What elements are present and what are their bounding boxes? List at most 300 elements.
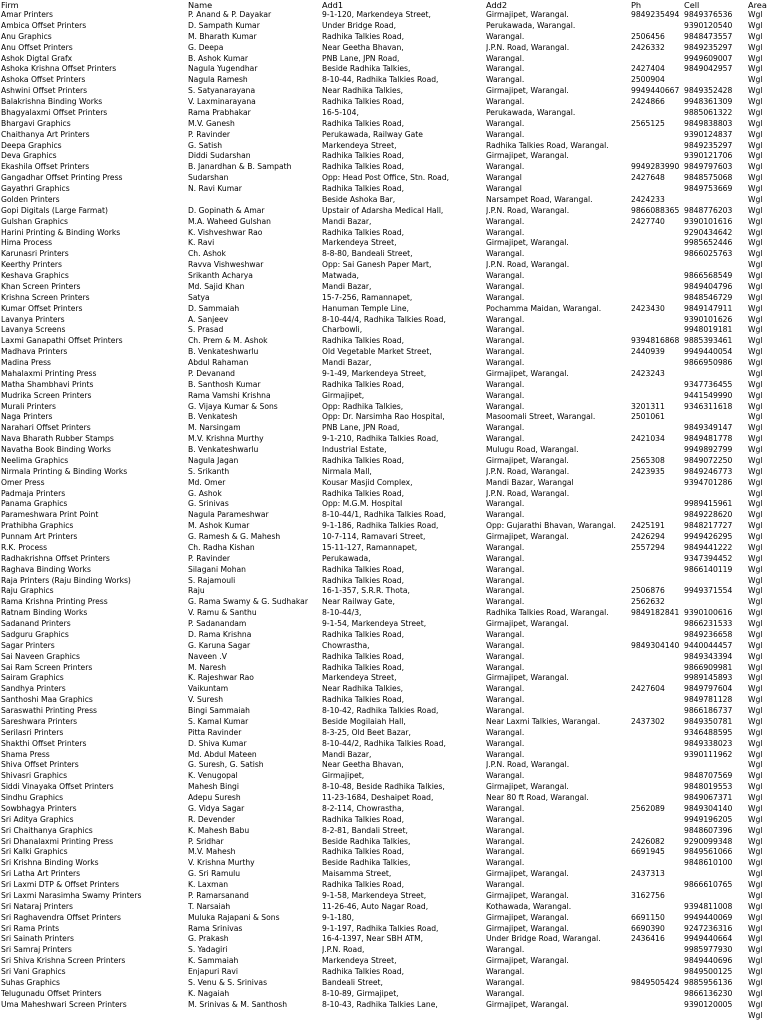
firm-cell: Shivasri Graphics: [1, 771, 68, 781]
add1-cell: Chowrastha,: [322, 640, 370, 650]
firm-cell: Khan Screen Printers: [1, 281, 81, 291]
table-row: [0, 586, 768, 597]
add2-cell: Kothawada, Warangal.: [486, 901, 572, 911]
add2-cell: Mandi Bazar, Warangal: [486, 477, 574, 487]
add2-cell: Girmajipet, Warangal.: [486, 532, 569, 541]
area-cell: Wgl: [748, 303, 763, 313]
area-cell: Wgl: [748, 771, 763, 781]
table-row: [0, 249, 768, 260]
table-row: [0, 945, 768, 956]
ph-cell: 2506456: [631, 31, 665, 41]
firm-cell: Ratnam Binding Works: [1, 608, 88, 618]
ph-cell: 2424233: [631, 194, 665, 204]
add2-cell: Warangal.: [486, 586, 525, 596]
add1-cell: Radhika Talkies Road,: [322, 629, 404, 639]
name-cell: K. Nagaiah: [188, 988, 230, 998]
ph-cell: 3201311: [631, 401, 665, 411]
ph-cell: 2437302: [631, 716, 665, 726]
area-cell: Wgl: [748, 455, 763, 465]
name-cell: G. Ashok: [188, 488, 222, 498]
firm-cell: Deepa Graphics: [1, 140, 62, 150]
cell-cell: 9390111962: [684, 749, 733, 759]
add2-cell: Warangal.: [486, 727, 525, 737]
area-cell: Wgl: [748, 706, 763, 715]
name-cell: M. Narsingam: [188, 423, 241, 433]
area-cell: Wgl: [748, 836, 763, 846]
cell-cell: 9848473557: [684, 31, 733, 41]
firm-cell: Radhakrishna Offset Printers: [1, 553, 110, 563]
firm-cell: Ambica Offset Printers: [1, 20, 87, 30]
add1-cell: Markendeya Street,: [322, 956, 397, 966]
add1-cell: Near Railway Gate,: [322, 597, 395, 607]
ph-cell: 2562632: [631, 597, 665, 607]
cell-cell: 9849838803: [684, 118, 733, 128]
cell-cell: 9849352428: [684, 86, 733, 96]
table-row: [0, 913, 768, 924]
table-row: [0, 717, 768, 728]
add2-cell: Girmajipet, Warangal.: [486, 238, 569, 248]
table-row: [0, 630, 768, 641]
add2-cell: Girmajipet, Warangal.: [486, 890, 569, 900]
add2-cell: Pochamma Maidan, Warangal.: [486, 303, 602, 313]
area-cell: Wgl: [748, 499, 763, 509]
firm-cell: Shakthi Offset Printers: [1, 738, 87, 748]
cell-cell: 9985977930: [684, 945, 733, 955]
table-row: [0, 978, 768, 989]
name-cell: M. Bharath Kumar: [188, 31, 257, 41]
name-cell: V. Laxminarayana: [188, 97, 256, 106]
add1-cell: 8-10-48, Beside Radhika Talkies,: [322, 782, 445, 792]
add1-cell: Radhika Talkies Road,: [322, 162, 404, 172]
firm-cell: Sri Chaithanya Graphics: [1, 825, 93, 835]
name-cell: Naveen .V: [188, 651, 228, 661]
name-cell: Md. Omer: [188, 477, 226, 487]
add1-cell: Near Radhika Talkies,: [322, 684, 404, 694]
ph-cell: 2506876: [631, 586, 665, 596]
column-header-row: [0, 0, 768, 10]
add2-cell: Warangal.: [486, 836, 525, 846]
add1-cell: Radhika Talkies Road,: [322, 564, 404, 574]
name-cell: P. Devanand: [188, 368, 235, 378]
add1-cell: Radhika Talkies Road,: [322, 814, 404, 824]
area-cell: Wgl: [748, 238, 763, 248]
cell-cell: 9441549990: [684, 390, 733, 400]
add2-cell: Warangal.: [486, 651, 525, 661]
table-row: [0, 304, 768, 315]
cell-cell: 9347394452: [684, 553, 733, 563]
add2-cell: Warangal.: [486, 803, 525, 813]
firm-cell: Raja Printers (Raju Binding Works): [1, 575, 131, 585]
ph-cell: 9949283990: [631, 162, 680, 172]
cell-cell: 9247236316: [684, 923, 733, 933]
cell-cell: 9949892799: [684, 445, 733, 454]
firm-cell: Matha Shambhavi Prints: [1, 379, 94, 389]
table-row: [0, 652, 768, 663]
cell-cell: 9849481778: [684, 434, 733, 444]
add2-cell: Warangal.: [486, 281, 525, 291]
firm-cell: Keerthy Printers: [1, 260, 62, 270]
cell-cell: 9885061322: [684, 107, 733, 117]
table-row: [0, 64, 768, 75]
ph-cell: 2440939: [631, 347, 665, 357]
area-cell: Wgl: [748, 292, 763, 302]
add1-cell: Radhika Talkies Road,: [322, 151, 404, 161]
area-cell: Wgl: [748, 75, 763, 85]
ph-cell: 9866088365: [631, 205, 680, 215]
add2-cell: Warangal.: [486, 738, 525, 748]
add1-cell: Radhika Talkies Road,: [322, 880, 404, 889]
cell-cell: 9390101616: [684, 216, 733, 226]
firm-cell: Raghava Binding Works: [1, 564, 91, 574]
firm-cell: Sri Raghavendra Offset Printers: [1, 912, 121, 922]
firm-cell: Sagar Printers: [1, 640, 55, 650]
add1-cell: Girmajipet,: [322, 771, 365, 781]
ph-cell: 2437313: [631, 869, 665, 879]
name-cell: D. Gopinath & Amar: [188, 205, 265, 215]
header-area: Area: [748, 0, 767, 10]
table-row: [0, 771, 768, 782]
add2-cell: Warangal.: [486, 499, 525, 509]
firm-cell: Sri Shiva Krishna Screen Printers: [1, 956, 126, 966]
firm-cell: Rama Krishna Printing Press: [1, 597, 108, 607]
area-cell: Wgl: [748, 434, 763, 444]
cell-cell: 9948019181: [684, 325, 733, 335]
add1-cell: Opp: Head Post Office, Stn. Road,: [322, 173, 450, 183]
area-cell: Wgl: [748, 53, 763, 63]
add2-cell: Girmajipet, Warangal.: [486, 151, 569, 161]
area-cell: Wgl: [748, 140, 763, 150]
firm-cell: Keshava Graphics: [1, 271, 69, 280]
ph-cell: 2426294: [631, 532, 665, 541]
firm-cell: Sri Latha Art Printers: [1, 869, 81, 879]
area-cell: Wgl: [748, 945, 763, 955]
area-cell: Wgl: [748, 314, 763, 324]
firm-cell: Sairam Graphics: [1, 673, 64, 683]
firm-cell: R.K. Process: [1, 542, 48, 552]
name-cell: K. Sammaiah: [188, 956, 239, 966]
name-cell: B. Venkateshwarlu: [188, 347, 259, 357]
add2-cell: Girmajipet, Warangal.: [486, 912, 569, 922]
name-cell: D. Rama Krishna: [188, 629, 252, 639]
add1-cell: 15-7-256, Ramannapet,: [322, 292, 413, 302]
area-cell: Wgl: [748, 564, 763, 574]
table-row: [0, 597, 768, 608]
cell-cell: 9866950986: [684, 358, 733, 367]
add1-cell: 8-10-44/1, Radhika Talkies Road,: [322, 510, 446, 520]
area-cell: Wgl: [748, 97, 763, 106]
table-row: [0, 706, 768, 717]
ph-cell: 2427740: [631, 216, 665, 226]
add2-cell: Warangal.: [486, 162, 525, 172]
firm-cell: Shiva Offset Printers: [1, 760, 79, 770]
add2-cell: Warangal.: [486, 434, 525, 444]
add1-cell: Markendeya Street,: [322, 673, 397, 683]
add2-cell: Warangal.: [486, 314, 525, 324]
add1-cell: 16-4-1397, Near SBH ATM,: [322, 934, 424, 944]
table-row: [0, 891, 768, 902]
name-cell: S. Kamal Kumar: [188, 716, 249, 726]
add1-cell: Beside Mogilaiah Hall,: [322, 716, 406, 726]
add2-cell: Warangal.: [486, 423, 525, 433]
add2-cell: Girmajipet, Warangal.: [486, 869, 569, 879]
add2-cell: Warangal.: [486, 75, 525, 85]
add2-cell: Warangal: [486, 173, 522, 183]
firm-cell: Shama Press: [1, 749, 50, 759]
add1-cell: Mandi Bazar,: [322, 749, 372, 759]
name-cell: G. Vidya Sagar: [188, 803, 245, 813]
area-cell: Wgl: [748, 619, 763, 628]
add1-cell: 8-8-80, Bandeali Street,: [322, 249, 413, 259]
add2-cell: Mulugu Road, Warangal.: [486, 445, 579, 454]
table-row: [0, 608, 768, 619]
table-row: [0, 21, 768, 32]
firm-cell: Murali Printers: [1, 401, 56, 411]
table-row: [0, 478, 768, 489]
name-cell: Nagula Ramesh: [188, 75, 248, 85]
area-cell: Wgl: [748, 858, 763, 868]
name-cell: B. Venkateshwarlu: [188, 445, 259, 454]
area-cell: Wgl: [748, 749, 763, 759]
table-row: [0, 10, 768, 21]
cell-cell: 9849343394: [684, 651, 733, 661]
area-cell: Wgl: [748, 782, 763, 792]
name-cell: Diddi Sudarshan: [188, 151, 251, 161]
name-cell: B. Ashok Kumar: [188, 53, 249, 63]
cell-cell: 9949440069: [684, 912, 733, 922]
name-cell: G. Prakash: [188, 934, 229, 944]
area-cell: Wgl: [748, 249, 763, 259]
table-row: [0, 815, 768, 826]
area-cell: Wgl: [748, 640, 763, 650]
area-cell: Wgl: [748, 934, 763, 944]
table-row: [0, 456, 768, 467]
add1-cell: Radhika Talkies Road,: [322, 184, 404, 193]
add1-cell: Kousar Masjid Complex,: [322, 477, 413, 487]
cell-cell: 9394701286: [684, 477, 733, 487]
add1-cell: Beside Radhika Talkies,: [322, 64, 411, 74]
add2-cell: Warangal.: [486, 629, 525, 639]
cell-cell: 9866025763: [684, 249, 733, 259]
add1-cell: 9-1-197, Radhika Talkies Road,: [322, 923, 439, 933]
name-cell: P. Ramarsanand: [188, 890, 249, 900]
name-cell: P. Anand & P. Dayakar: [188, 10, 272, 19]
area-cell: Wgl: [748, 814, 763, 824]
area-cell: Wgl: [748, 466, 763, 476]
area-cell: Wgl: [748, 347, 763, 357]
add1-cell: 8-10-43, Radhika Talkies Lane,: [322, 999, 438, 1009]
add2-cell: J.P.N. Road, Warangal.: [486, 488, 570, 498]
table-row: [0, 934, 768, 945]
ph-cell: 2426332: [631, 42, 665, 52]
area-cell: Wgl: [748, 260, 763, 270]
name-cell: Abdul Rahaman: [188, 358, 249, 367]
table-row: [0, 217, 768, 228]
firm-cell: Hima Process: [1, 238, 53, 248]
name-cell: Nagula Yugendhar: [188, 64, 258, 74]
cell-cell: 9985652446: [684, 238, 733, 248]
area-cell: Wgl: [748, 912, 763, 922]
cell-cell: 9849440696: [684, 956, 733, 966]
cell-cell: 9849304140: [684, 803, 733, 813]
add2-cell: Girmajipet, Warangal.: [486, 782, 569, 792]
area-cell: Wgl: [748, 738, 763, 748]
ph-cell: 6690390: [631, 923, 665, 933]
name-cell: P. Sadanandam: [188, 619, 247, 628]
add2-cell: Warangal.: [486, 64, 525, 74]
area-cell: Wgl: [748, 1010, 763, 1020]
firm-cell: Sadanand Printers: [1, 619, 71, 628]
area-cell: Wgl: [748, 510, 763, 520]
table-row: [0, 86, 768, 97]
ph-cell: 2436416: [631, 934, 665, 944]
name-cell: M. Naresh: [188, 662, 227, 672]
name-cell: S. Satyanarayana: [188, 86, 256, 96]
table-row: [0, 554, 768, 565]
header-add1: Add1: [322, 0, 344, 10]
add1-cell: Radhika Talkies Road,: [322, 575, 404, 585]
cell-cell: 9849561066: [684, 847, 733, 857]
add1-cell: Mandi Bazar,: [322, 281, 372, 291]
add1-cell: Radhika Talkies Road,: [322, 118, 404, 128]
area-cell: Wgl: [748, 64, 763, 74]
area-cell: Wgl: [748, 86, 763, 96]
firm-cell: Bhagyalaxmi Offset Printers: [1, 107, 108, 117]
add2-cell: Warangal.: [486, 336, 525, 346]
cell-cell: 9866568549: [684, 271, 733, 280]
name-cell: G. Deepa: [188, 42, 224, 52]
add2-cell: Warangal.: [486, 575, 525, 585]
area-cell: Wgl: [748, 412, 763, 422]
area-cell: Wgl: [748, 42, 763, 52]
add1-cell: Radhika Talkies Road,: [322, 336, 404, 346]
area-cell: Wgl: [748, 162, 763, 172]
add1-cell: PNB Lane, JPN Road,: [322, 423, 400, 433]
name-cell: Silagani Mohan: [188, 564, 246, 574]
firm-cell: Kumar Offset Printers: [1, 303, 83, 313]
table-row: [0, 826, 768, 837]
add1-cell: Radhika Talkies Road,: [322, 227, 404, 237]
cell-cell: 9949440664: [684, 934, 733, 944]
area-cell: Wgl: [748, 967, 763, 976]
add2-cell: Warangal.: [486, 967, 525, 976]
name-cell: D. Sammaiah: [188, 303, 240, 313]
add2-cell: J.P.N. Road, Warangal.: [486, 760, 570, 770]
add1-cell: 8-10-44/4, Radhika Talkies Road,: [322, 314, 446, 324]
cell-cell: 9989145893: [684, 673, 733, 683]
name-cell: Bingi Sammaiah: [188, 706, 250, 715]
cell-cell: 9849338023: [684, 738, 733, 748]
add1-cell: Upstair of Adarsha Medical Hall,: [322, 205, 444, 215]
add1-cell: 15-11-127, Ramannapet,: [322, 542, 418, 552]
add2-cell: Warangal.: [486, 695, 525, 705]
add2-cell: Radhika Talkies Road, Warangal.: [486, 140, 609, 150]
add1-cell: 9-1-186, Radhika Talkies Road,: [322, 521, 439, 531]
add1-cell: Maisamma Street,: [322, 869, 392, 879]
name-cell: S. Rajamouli: [188, 575, 236, 585]
cell-cell: 9849797603: [684, 162, 733, 172]
cell-cell: 9866231533: [684, 619, 733, 628]
firm-cell: Santhoshi Maa Graphics: [1, 695, 93, 705]
add2-cell: Warangal.: [486, 31, 525, 41]
firm-cell: Parameshwara Print Point: [1, 510, 99, 520]
cell-cell: 9394811008: [684, 901, 733, 911]
cell-cell: 9849246773: [684, 466, 733, 476]
table-row: [0, 184, 768, 195]
area-cell: Wgl: [748, 194, 763, 204]
cell-cell: 9948361309: [684, 97, 733, 106]
table-row: [0, 130, 768, 141]
ph-cell: 2427404: [631, 64, 665, 74]
cell-cell: 9849404796: [684, 281, 733, 291]
add2-cell: Girmajipet, Warangal.: [486, 999, 569, 1009]
ph-cell: 2427604: [631, 684, 665, 694]
cell-cell: 9848707569: [684, 771, 733, 781]
add1-cell: Beside Radhika Talkies,: [322, 858, 411, 868]
firm-cell: Sri Sainath Printers: [1, 934, 74, 944]
name-cell: Rama Srinivas: [188, 923, 243, 933]
firm-cell: Gulshan Graphics: [1, 216, 68, 226]
cell-cell: 9866140119: [684, 564, 733, 574]
firm-cell: Navatha Book Binding Works: [1, 445, 111, 454]
ph-cell: 2426082: [631, 836, 665, 846]
name-cell: Rama Vamshi Krishna: [188, 390, 271, 400]
firm-cell: Karunasri Printers: [1, 249, 69, 259]
firm-cell: Sri Vani Graphics: [1, 967, 66, 976]
add2-cell: Warangal.: [486, 945, 525, 955]
name-cell: M.V. Mahesh: [188, 847, 236, 857]
add2-cell: Warangal.: [486, 347, 525, 357]
table-row: [0, 1000, 768, 1011]
firm-cell: Serilasri Printers: [1, 727, 64, 737]
area-cell: Wgl: [748, 575, 763, 585]
firm-cell: Sri Laxmi DTP & Offset Printers: [1, 880, 120, 889]
firm-cell: Naga Printers: [1, 412, 53, 422]
add1-cell: Radhika Talkies Road,: [322, 967, 404, 976]
name-cell: V. Ramu & Santhu: [188, 608, 257, 618]
add2-cell: Girmajipet, Warangal.: [486, 673, 569, 683]
add1-cell: Radhika Talkies Road,: [322, 455, 404, 465]
cell-cell: 9848607396: [684, 825, 733, 835]
add2-cell: Warangal.: [486, 706, 525, 715]
ph-cell: 2501061: [631, 412, 665, 422]
cell-cell: 9866186737: [684, 706, 733, 715]
header-ph: Ph: [631, 0, 642, 10]
add2-cell: Warangal.: [486, 390, 525, 400]
firm-cell: Punnam Art Printers: [1, 532, 78, 541]
name-cell: A. Sanjeev: [188, 314, 229, 324]
cell-cell: 9849067371: [684, 793, 733, 802]
table-row: [0, 108, 768, 119]
ph-cell: 9394816868: [631, 336, 680, 346]
firm-cell: Mudrika Screen Printers: [1, 390, 92, 400]
table-row: [0, 760, 768, 771]
cell-cell: 9849376536: [684, 10, 733, 19]
add2-cell: Warangal.: [486, 249, 525, 259]
cell-cell: 9849228620: [684, 510, 733, 520]
table-row: [0, 510, 768, 521]
area-cell: Wgl: [748, 10, 763, 19]
add2-cell: Girmajipet, Warangal.: [486, 923, 569, 933]
name-cell: D. Shiva Kumar: [188, 738, 247, 748]
add1-cell: Opp: Radhika Talkies,: [322, 401, 404, 411]
area-cell: Wgl: [748, 227, 763, 237]
table-row: [0, 989, 768, 1000]
name-cell: Nagula Parameshwar: [188, 510, 269, 520]
cell-cell: 9290434642: [684, 227, 733, 237]
header-name: Name: [188, 0, 213, 10]
add2-cell: Warangal.: [486, 825, 525, 835]
add2-cell: Warangal.: [486, 553, 525, 563]
